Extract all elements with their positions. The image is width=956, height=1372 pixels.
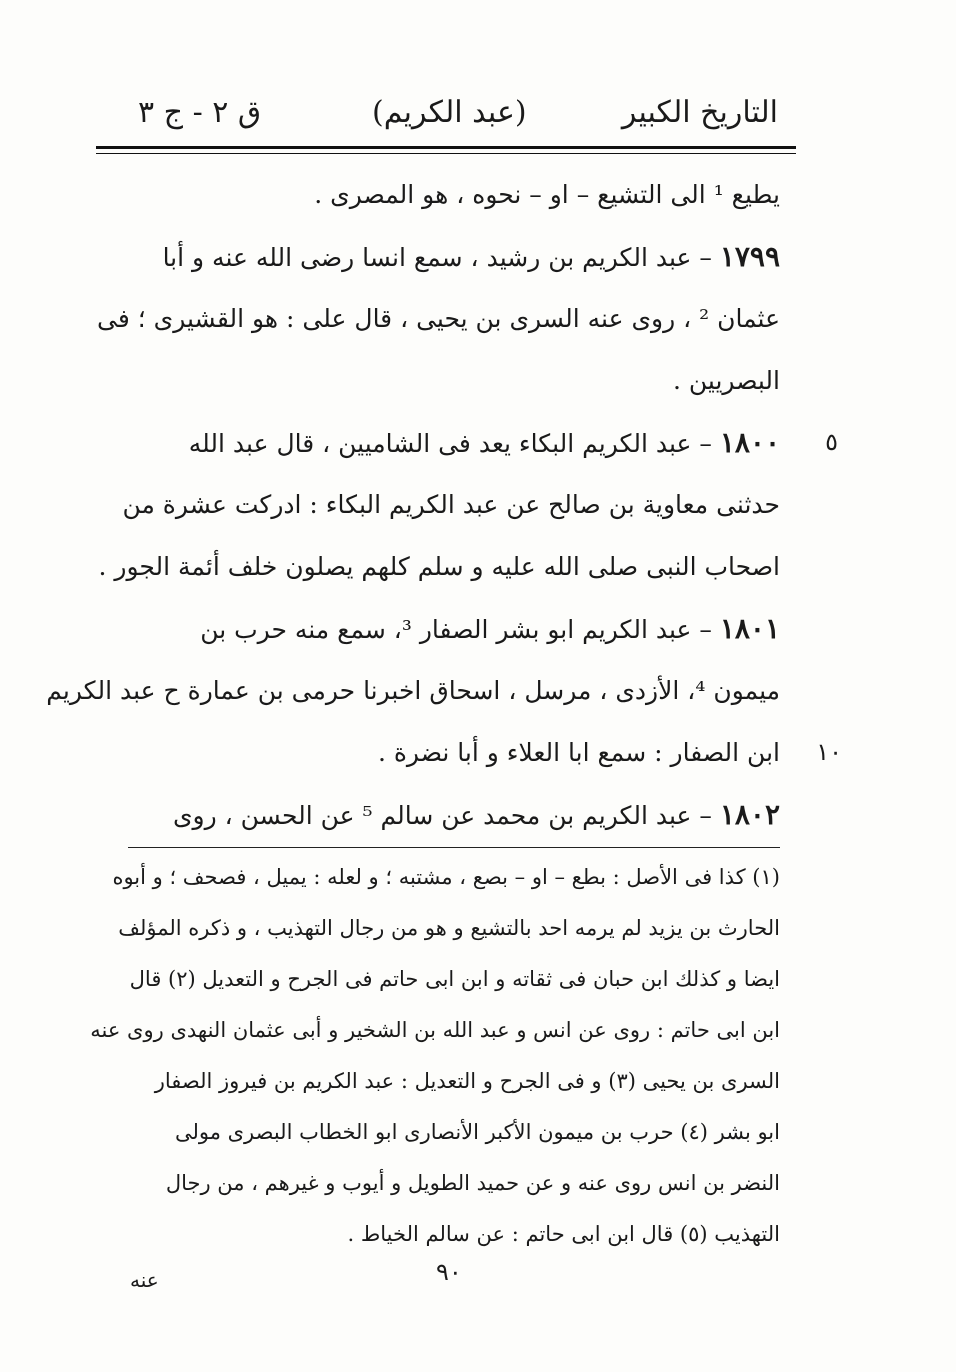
footnote-line: (١) كذا فى الأصل : بطع – او – بصع ، مشتبه ؛ و لعله : يميل ، فصحف ؛ و أبوه [112, 865, 780, 889]
entry-text: – عبد الكريم بن رشيد ، سمع انسا رضى الله عنه و أبا [162, 243, 712, 272]
footnote-line: النضر بن انس روى عنه و عن حميد الطويل و أيوب و غيرهم ، من رجال [165, 1171, 780, 1195]
entry-number: ١٨٠٠ [719, 426, 780, 459]
entry-text: – عبد الكريم البكاء يعد فى الشاميين ، قال عبد الله [188, 429, 712, 458]
text-line: ميمون ⁴، الأزدى ، مرسل ، اسحاق اخبرنا حرمى بن عمارة ح عبد الكريم [46, 676, 780, 705]
line-marker-5: ٥ [825, 428, 838, 456]
entry-text: – عبد الكريم ابو بشر الصفار ³، سمع منه حرب بن [200, 615, 712, 644]
footnotes [90, 852, 780, 1260]
entry-text: – عبد الكريم بن محمد عن سالم ⁵ عن الحسن ، روى [172, 801, 712, 830]
footnote-line: ابن ابى حاتم : روى عن انس و عبد الله بن الشخير و أبى عثمان النهدى روى عنه [90, 1018, 780, 1042]
footnote-rule [128, 847, 780, 848]
catchword: عنه [130, 1268, 159, 1292]
page-number: ٩٠ [436, 1258, 462, 1286]
footnote-line: الحارث بن يزيد لم يرمه احد بالتشيع و هو من رجال التهذيب ، و ذكره المؤلف [118, 916, 780, 940]
footnote-line: ابو بشر (٤) حرب بن ميمون الأكبر الأنصارى ابو الخطاب البصرى مولى [174, 1120, 780, 1144]
entry-number: ١٨٠١ [719, 612, 780, 645]
text-line: ابن الصفار : سمع ابا العلاء و أبا نضرة . [377, 738, 780, 767]
text-line: عثمان ² ، روى عنه السرى بن يحيى ، قال علی : هو القشيرى ؛ فى [97, 304, 780, 333]
entry-1801-line-1 [128, 598, 780, 660]
entry-number: ١٨٠٢ [719, 798, 780, 831]
footnote-line: التهذيب (٥) قال ابن ابى حاتم : عن سالم الخياط . [347, 1222, 780, 1246]
entry-1802-line-1 [128, 784, 780, 846]
text-line: يطيع ¹ الى التشيع – او – نحوه ، هو المصرى . [314, 180, 780, 209]
footnote-line: السرى بن يحيى (٣) و فى الجرح و التعديل : عبد الكريم بن فيروز الصفار [154, 1069, 780, 1093]
running-title: التاريخ الكبير [621, 95, 778, 130]
text-line: اصحاب النبى صلى الله عليه و سلم كلهم يصلون خلف أئمة الجور . [98, 552, 780, 581]
text-line: حدثنى معاوية بن صالح عن عبد الكريم البكاء : ادركت عشرة من [122, 490, 780, 519]
main-text [46, 164, 780, 846]
header-rule-thin [96, 153, 796, 154]
entry-1799-line-1 [128, 226, 780, 288]
entry-number: ١٧٩٩ [719, 240, 780, 273]
section-title: (عبد الكريم) [372, 95, 527, 130]
entry-1800-line-1 [128, 412, 780, 474]
text-line: البصريين . [672, 366, 780, 395]
header-rule-thick [96, 146, 796, 149]
volume-label: ق ٢ - ج ٣ [138, 95, 262, 130]
footnote-line: ايضا و كذلك ابن حبان فى ثقاته و ابن ابى حاتم فى الجرح و التعديل (٢) قال [129, 967, 780, 991]
line-marker-10: ١٠ [816, 738, 842, 766]
